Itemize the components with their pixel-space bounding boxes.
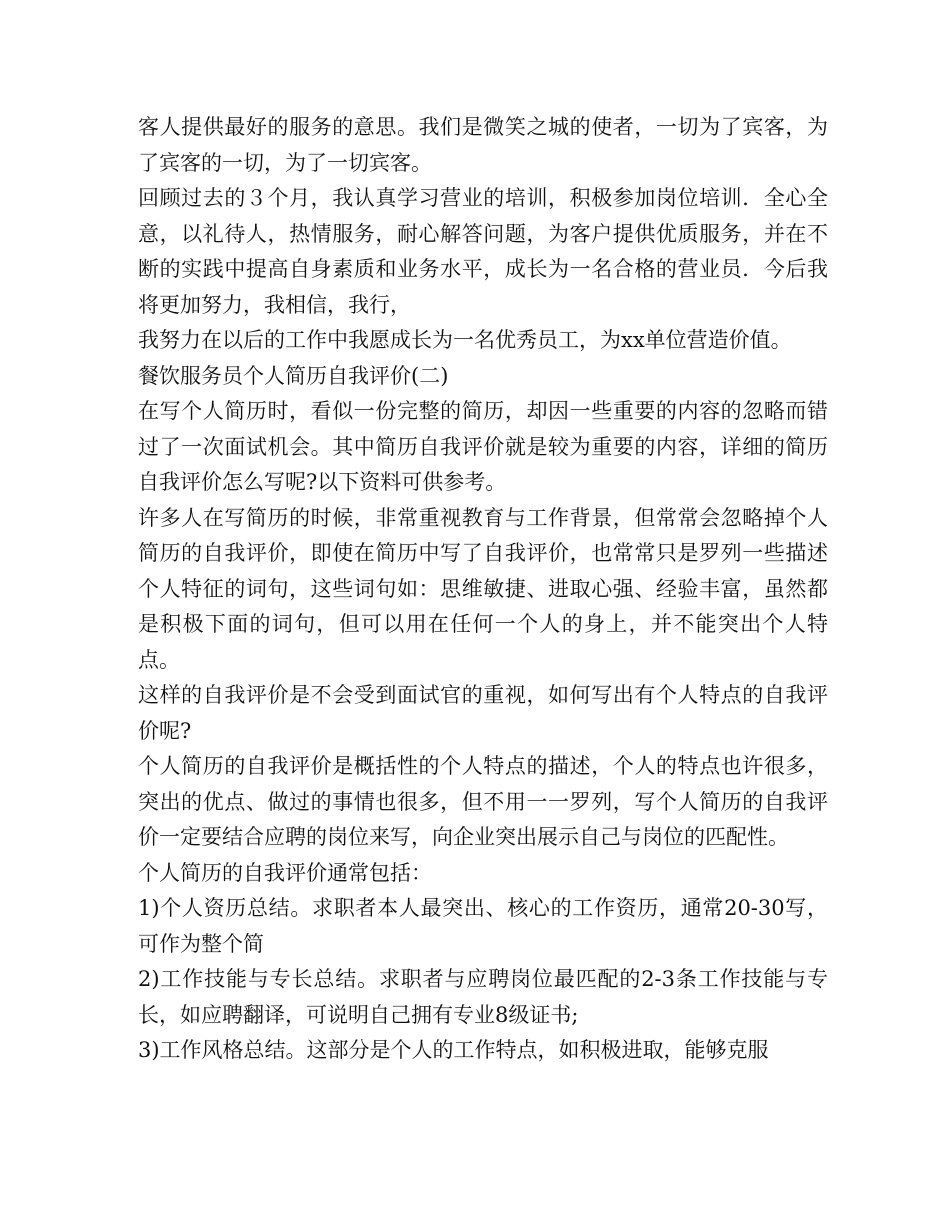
paragraph: 这样的自我评价是不会受到面试官的重视，如何写出有个人特点的自我评价呢? <box>138 683 828 743</box>
paragraph: 许多人在写简历的时候，非常重视教育与工作背景，但常常会忽略掉个人简历的自我评价，即使在简历中写了自我评价，也常常只是罗列一些描述个人特征的词句，这些词句如：思维敏捷、进取心强、经验丰富，虽然都是积极下面的词句，但可以用在任何一个人的身上，并不能突出个人特点。 <box>138 505 828 672</box>
paragraph: 个人简历的自我评价通常包括： <box>138 860 432 885</box>
paragraph: 个人简历的自我评价是概括性的个人特点的描述，个人的特点也许很多，突出的优点、做过的事情也很多，但不用一一罗列，写个人简历的自我评价一定要结合应聘的岗位来写，向企业突出展示自己与岗位的匹配性。 <box>138 754 828 849</box>
list-item: 3)工作风格总结。这部分是个人的工作特点，如积极进取，能够克服 <box>138 1038 769 1062</box>
list-item: 1)个人资历总结。求职者本人最突出、核心的工作资历，通常20-30写，可作为整个简 <box>138 896 828 956</box>
document-body <box>138 110 828 1069</box>
paragraph: 我努力在以后的工作中我愿成长为一名优秀员工，为xx单位营造价值。 <box>138 328 792 352</box>
paragraph: 在写个人简历时，看似一份完整的简历，却因一些重要的内容的忽略而错过了一次面试机会。其中简历自我评价就是较为重要的内容，详细的简历自我评价怎么写呢?以下资料可供参考。 <box>138 399 828 494</box>
paragraph: 客人提供最好的服务的意思。我们是微笑之城的使者，一切为了宾客，为了宾客的一切，为了一切宾客。 <box>138 115 828 175</box>
paragraph: 回顾过去的３个月，我认真学习营业的培训，积极参加岗位培训．全心全意，以礼待人，热情服务，耐心解答问题，为客户提供优质服务，并在不断的实践中提高自身素质和业务水平，成长为一名合格的营业员．今后我将更加努力，我相信，我行， <box>138 186 828 317</box>
list-item: 2)工作技能与专长总结。求职者与应聘岗位最匹配的2-3条工作技能与专长，如应聘翻译，可说明自己拥有专业8级证书; <box>138 967 828 1027</box>
section-heading: 餐饮服务员个人简历自我评价(二) <box>138 363 449 388</box>
